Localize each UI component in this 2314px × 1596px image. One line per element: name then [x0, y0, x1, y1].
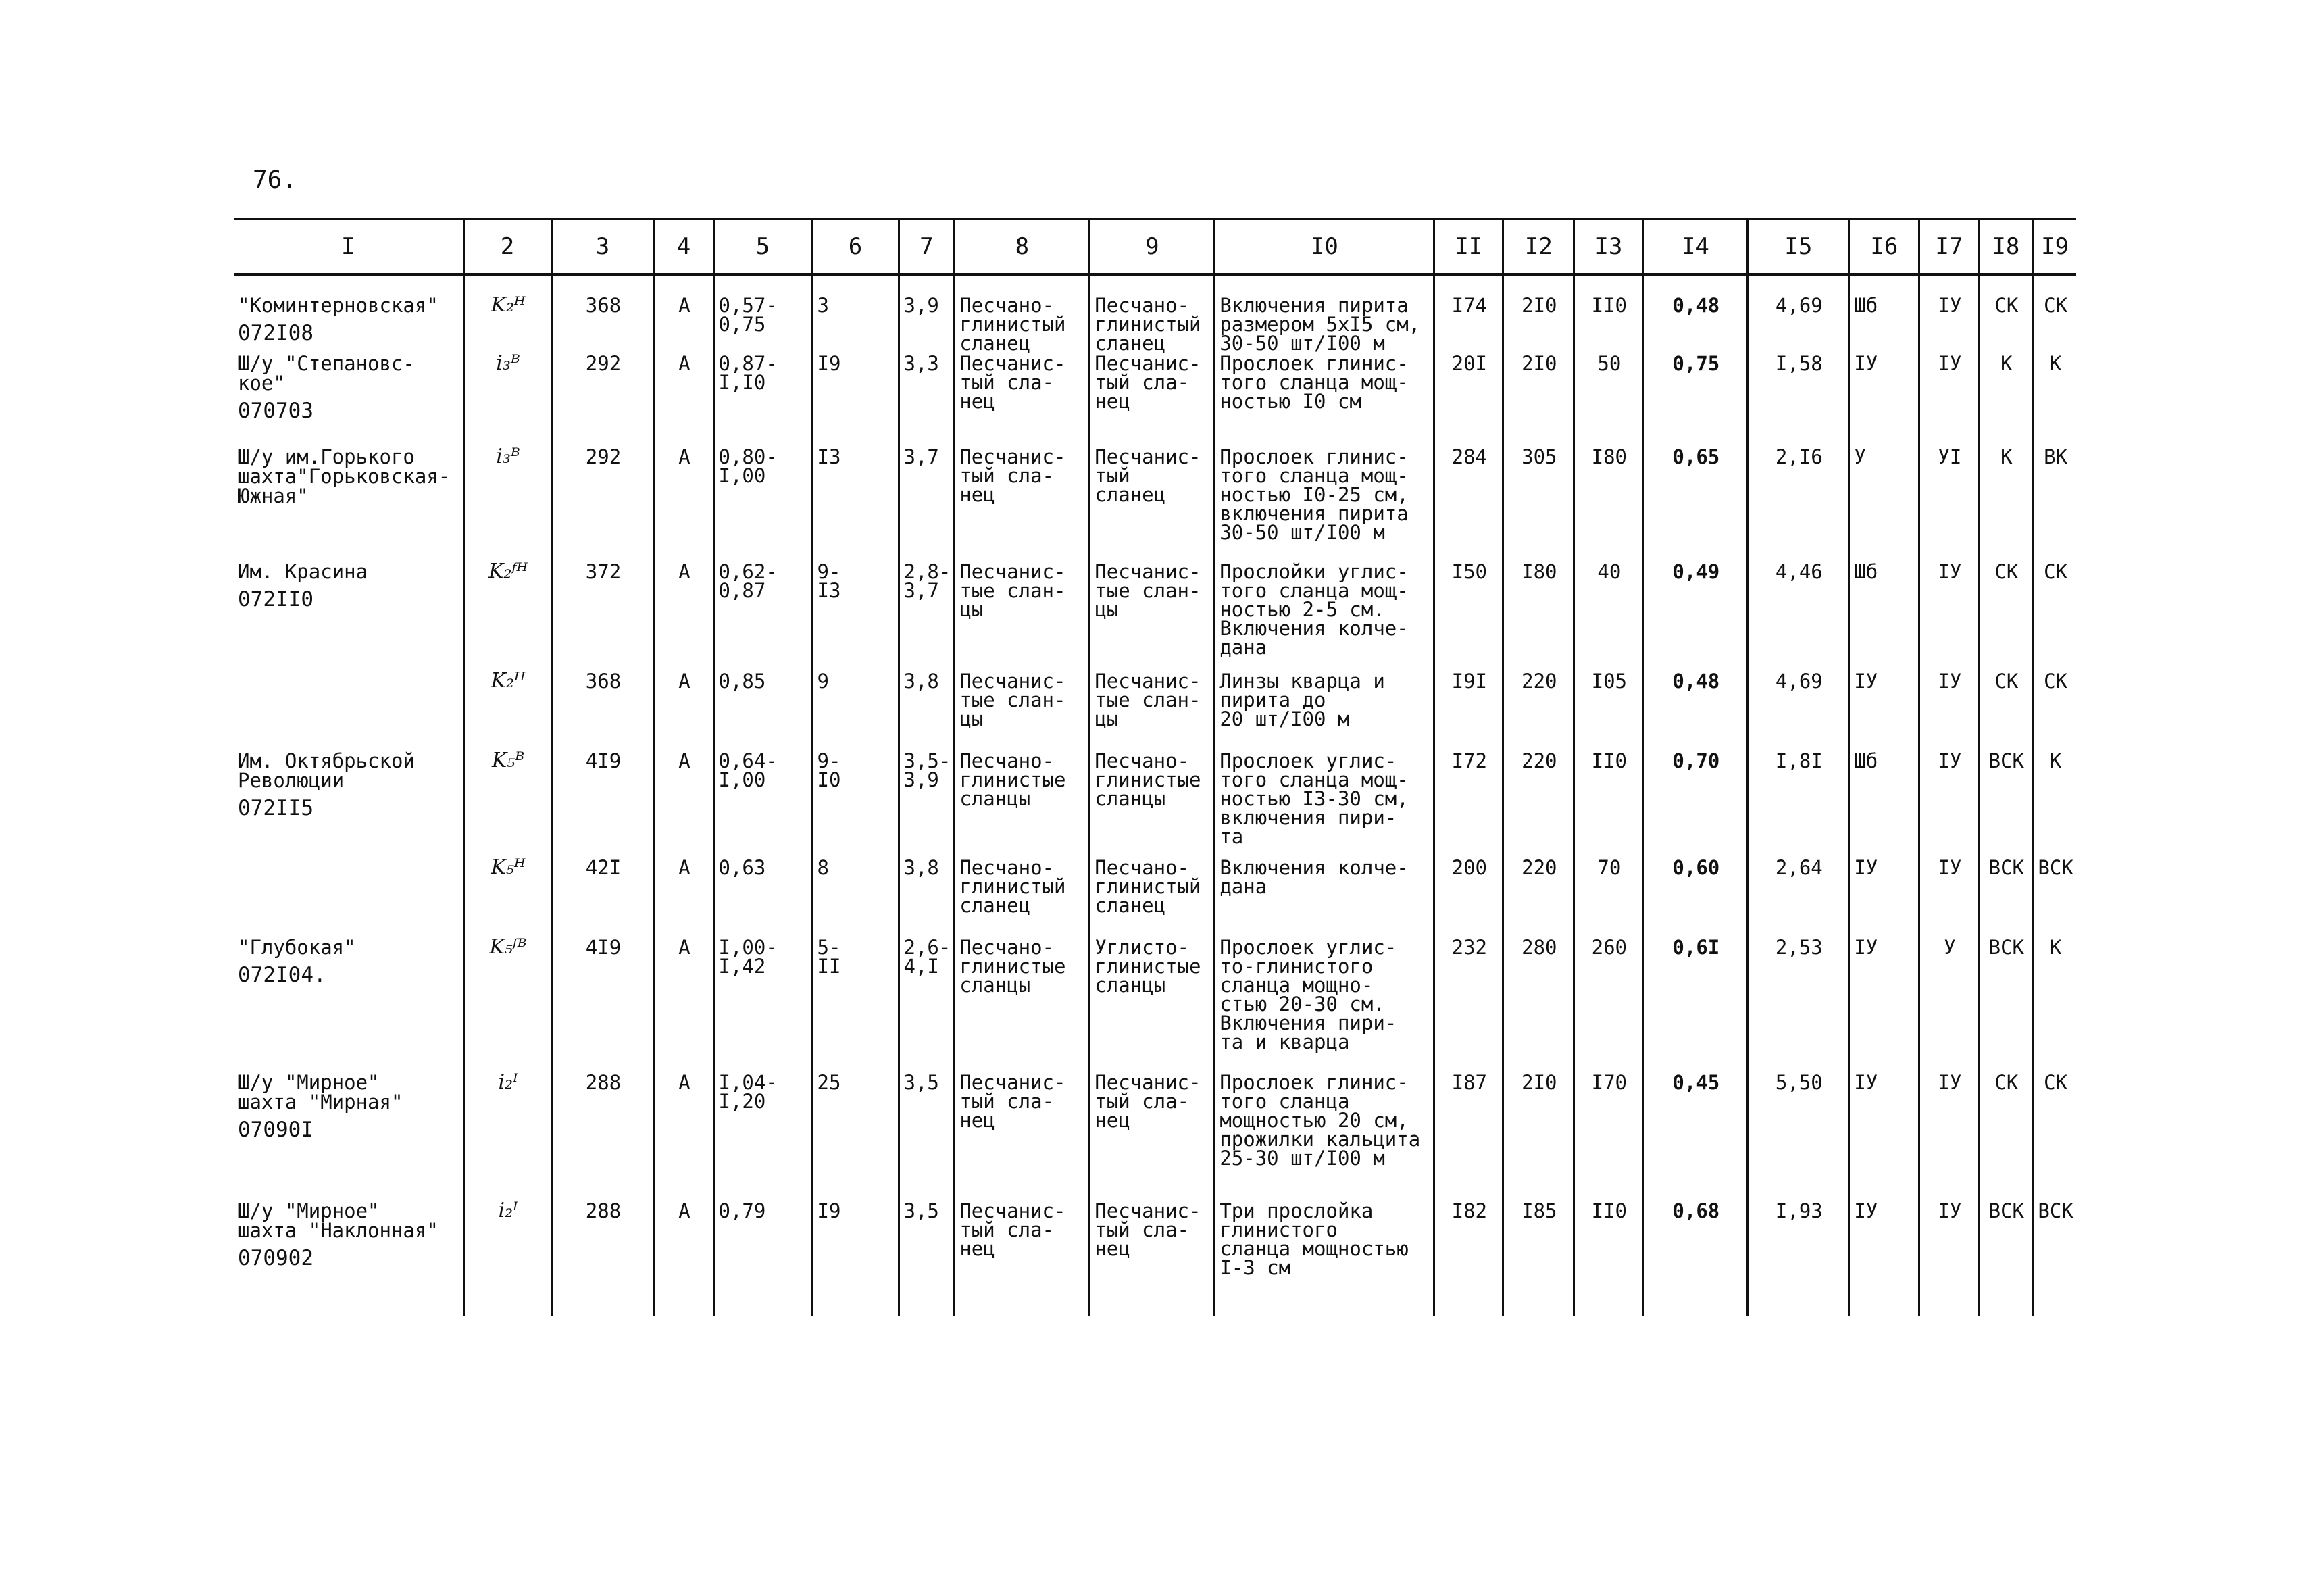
column-header-11: II — [1434, 219, 1503, 274]
cell-col-3: 368 — [551, 672, 654, 751]
cell-col-6: 9- I3 — [812, 562, 899, 672]
cell-col-8: Песчанис- тый сла- нец — [955, 354, 1090, 447]
cell-col-11: 20I — [1434, 354, 1503, 447]
cell-col-5: I,04- I,20 — [713, 1073, 812, 1201]
cell-col-19: СК — [2033, 274, 2076, 354]
table-row — [234, 1073, 2076, 1201]
cell-col-16: IУ — [1849, 1201, 1919, 1316]
cell-col-16: IУ — [1849, 858, 1919, 938]
cell-col-4: А — [654, 1201, 713, 1316]
table-row — [234, 1201, 2076, 1316]
cell-col-4: А — [654, 672, 713, 751]
cell-col-10: Прослоек глинис- того сланца мощ- ностью I0-25 см, включения пирита 30-50 шт/I00 м — [1215, 447, 1434, 562]
cell-col-7: 3,5 — [899, 1201, 955, 1316]
table-row — [234, 274, 2076, 354]
cell-col-6: 5- II — [812, 938, 899, 1073]
cell-col-17: IУ — [1919, 858, 1979, 938]
cell-col-14: 0,68 — [1643, 1201, 1748, 1316]
table-row — [234, 751, 2076, 858]
table-row — [234, 672, 2076, 751]
cell-col-13: II0 — [1574, 751, 1643, 858]
mine-name: Ш/у "Степановс- кое" — [238, 354, 415, 395]
cell-col-9: Песчанис- тый сланец — [1090, 447, 1215, 562]
cell-col-17: У — [1919, 938, 1979, 1073]
mine-code: 072I08 — [238, 321, 313, 345]
cell-col-8: Песчано- глинистые сланцы — [955, 938, 1090, 1073]
cell-col-2: K₂ᴴ — [463, 672, 551, 751]
cell-col-9: Песчанис- тый сла- нец — [1090, 1201, 1215, 1316]
cell-col-4: А — [654, 274, 713, 354]
cell-col-12: I80 — [1503, 562, 1574, 672]
cell-col-7: 3,7 — [899, 447, 955, 562]
cell-col-13: 260 — [1574, 938, 1643, 1073]
cell-col-6: I9 — [812, 354, 899, 447]
cell-col-14: 0,48 — [1643, 274, 1748, 354]
cell-col-3: 372 — [551, 562, 654, 672]
cell-col-4: А — [654, 751, 713, 858]
cell-col-5: 0,80- I,00 — [713, 447, 812, 562]
header-row — [234, 219, 2076, 274]
column-header-3: 3 — [551, 219, 654, 274]
cell-col-17: IУ — [1919, 274, 1979, 354]
mine-name: "Глубокая" — [238, 938, 356, 959]
cell-col-8: Песчанис- тый сла- нец — [955, 447, 1090, 562]
cell-col-8: Песчанис- тые слан- цы — [955, 672, 1090, 751]
cell-col-12: 220 — [1503, 751, 1574, 858]
cell-col-15: 4,46 — [1748, 562, 1849, 672]
cell-col-7: 3,5 — [899, 1073, 955, 1201]
cell-col-16: Шб — [1849, 562, 1919, 672]
cell-col-8: Песчано- глинистые сланцы — [955, 751, 1090, 858]
cell-col-14: 0,75 — [1643, 354, 1748, 447]
cell-col-6: I9 — [812, 1201, 899, 1316]
column-header-16: I6 — [1849, 219, 1919, 274]
cell-col-12: I85 — [1503, 1201, 1574, 1316]
mine-code: 072II0 — [238, 587, 313, 612]
cell-col-6: I3 — [812, 447, 899, 562]
cell-col-6: 3 — [812, 274, 899, 354]
cell-col-14: 0,45 — [1643, 1073, 1748, 1201]
cell-col-9: Песчано- глинистый сланец — [1090, 858, 1215, 938]
mine-name-cell — [234, 938, 463, 1073]
column-header-2: 2 — [463, 219, 551, 274]
cell-col-2: i₃ᴮ — [463, 447, 551, 562]
cell-col-7: 2,6- 4,I — [899, 938, 955, 1073]
cell-col-2: K₂ᴴ — [463, 274, 551, 354]
column-header-5: 5 — [713, 219, 812, 274]
cell-col-8: Песчанис- тый сла- нец — [955, 1073, 1090, 1201]
cell-col-13: II0 — [1574, 1201, 1643, 1316]
cell-col-9: Углисто- глинистые сланцы — [1090, 938, 1215, 1073]
cell-col-18: ВСК — [1979, 751, 2033, 858]
mine-code: 072I04. — [238, 963, 326, 987]
cell-col-11: 232 — [1434, 938, 1503, 1073]
cell-col-11: 284 — [1434, 447, 1503, 562]
mine-name-cell — [234, 858, 463, 938]
mine-name-cell — [234, 562, 463, 672]
cell-col-4: А — [654, 447, 713, 562]
mine-name-cell — [234, 274, 463, 354]
cell-col-5: 0,62- 0,87 — [713, 562, 812, 672]
cell-col-2: i₃ᴮ — [463, 354, 551, 447]
cell-col-5: 0,57- 0,75 — [713, 274, 812, 354]
cell-col-13: I05 — [1574, 672, 1643, 751]
cell-col-4: А — [654, 858, 713, 938]
page-number: 76. — [253, 166, 297, 194]
cell-col-7: 3,9 — [899, 274, 955, 354]
cell-col-9: Песчанис- тые слан- цы — [1090, 672, 1215, 751]
cell-col-3: 288 — [551, 1073, 654, 1201]
column-header-14: I4 — [1643, 219, 1748, 274]
column-header-7: 7 — [899, 219, 955, 274]
cell-col-4: А — [654, 562, 713, 672]
cell-col-11: I50 — [1434, 562, 1503, 672]
cell-col-9: Песчано- глинистый сланец — [1090, 274, 1215, 354]
mine-name: Ш/у им.Горького шахта"Горьковская- Южная" — [238, 447, 451, 507]
cell-col-5: 0,79 — [713, 1201, 812, 1316]
cell-col-10: Прослоек углис- то-глинистого сланца мощно- стью 20-30 см. Включения пири- та и кварца — [1215, 938, 1434, 1073]
cell-col-10: Включения пирита размером 5хI5 см, 30-50 шт/I00 м — [1215, 274, 1434, 354]
cell-col-12: 280 — [1503, 938, 1574, 1073]
cell-col-9: Песчано- глинистые сланцы — [1090, 751, 1215, 858]
cell-col-3: 288 — [551, 1201, 654, 1316]
cell-col-3: 42I — [551, 858, 654, 938]
mine-name-cell — [234, 354, 463, 447]
cell-col-11: I9I — [1434, 672, 1503, 751]
column-header-8: 8 — [955, 219, 1090, 274]
cell-col-19: ВСК — [2033, 1201, 2076, 1316]
cell-col-5: 0,87- I,I0 — [713, 354, 812, 447]
cell-col-12: 2I0 — [1503, 354, 1574, 447]
cell-col-11: I82 — [1434, 1201, 1503, 1316]
cell-col-2: K₅ᶠᴮ — [463, 938, 551, 1073]
cell-col-7: 2,8- 3,7 — [899, 562, 955, 672]
cell-col-5: I,00- I,42 — [713, 938, 812, 1073]
cell-col-16: Шб — [1849, 274, 1919, 354]
column-header-17: I7 — [1919, 219, 1979, 274]
cell-col-16: Шб — [1849, 751, 1919, 858]
cell-col-5: 0,85 — [713, 672, 812, 751]
column-header-10: I0 — [1215, 219, 1434, 274]
mine-code: 070703 — [238, 399, 313, 423]
cell-col-7: 3,3 — [899, 354, 955, 447]
table-row — [234, 858, 2076, 938]
cell-col-19: К — [2033, 751, 2076, 858]
cell-col-5: 0,63 — [713, 858, 812, 938]
cell-col-13: 70 — [1574, 858, 1643, 938]
cell-col-17: IУ — [1919, 751, 1979, 858]
cell-col-10: Прослоек углис- того сланца мощ- ностью I3-30 см, включения пири- та — [1215, 751, 1434, 858]
cell-col-10: Включения колче- дана — [1215, 858, 1434, 938]
cell-col-2: i₂ᴵ — [463, 1201, 551, 1316]
cell-col-10: Три прослойка глинистого сланца мощностью I-3 см — [1215, 1201, 1434, 1316]
cell-col-18: СК — [1979, 1073, 2033, 1201]
cell-col-14: 0,65 — [1643, 447, 1748, 562]
column-header-19: I9 — [2033, 219, 2076, 274]
column-header-18: I8 — [1979, 219, 2033, 274]
cell-col-15: 2,64 — [1748, 858, 1849, 938]
cell-col-7: 3,5- 3,9 — [899, 751, 955, 858]
cell-col-10: Прослоек глинис- того сланца мощ- ностью I0 см — [1215, 354, 1434, 447]
cell-col-4: А — [654, 938, 713, 1073]
cell-col-17: УI — [1919, 447, 1979, 562]
cell-col-15: I,8I — [1748, 751, 1849, 858]
cell-col-13: 40 — [1574, 562, 1643, 672]
cell-col-12: 220 — [1503, 858, 1574, 938]
cell-col-15: 4,69 — [1748, 672, 1849, 751]
cell-col-17: IУ — [1919, 1073, 1979, 1201]
cell-col-7: 3,8 — [899, 672, 955, 751]
cell-col-15: I,58 — [1748, 354, 1849, 447]
cell-col-9: Песчанис- тые слан- цы — [1090, 562, 1215, 672]
cell-col-13: II0 — [1574, 274, 1643, 354]
cell-col-3: 292 — [551, 354, 654, 447]
cell-col-16: IУ — [1849, 672, 1919, 751]
cell-col-11: I87 — [1434, 1073, 1503, 1201]
table-row — [234, 447, 2076, 562]
cell-col-13: 50 — [1574, 354, 1643, 447]
mine-name: Им. Красина — [238, 562, 368, 583]
cell-col-3: 292 — [551, 447, 654, 562]
column-header-15: I5 — [1748, 219, 1849, 274]
mine-name-cell — [234, 447, 463, 562]
cell-col-17: IУ — [1919, 1201, 1979, 1316]
cell-col-7: 3,8 — [899, 858, 955, 938]
cell-col-18: К — [1979, 354, 2033, 447]
cell-col-12: 2I0 — [1503, 1073, 1574, 1201]
cell-col-13: I80 — [1574, 447, 1643, 562]
cell-col-19: СК — [2033, 1073, 2076, 1201]
cell-col-18: ВСК — [1979, 938, 2033, 1073]
cell-col-4: А — [654, 1073, 713, 1201]
column-header-9: 9 — [1090, 219, 1215, 274]
cell-col-14: 0,48 — [1643, 672, 1748, 751]
cell-col-18: К — [1979, 447, 2033, 562]
cell-col-3: 368 — [551, 274, 654, 354]
cell-col-6: 9 — [812, 672, 899, 751]
cell-col-2: K₅ᴴ — [463, 858, 551, 938]
cell-col-13: I70 — [1574, 1073, 1643, 1201]
cell-col-8: Песчанис- тый сла- нец — [955, 1201, 1090, 1316]
mine-name-cell — [234, 1201, 463, 1316]
column-header-1: I — [234, 219, 463, 274]
mine-code: 072II5 — [238, 796, 313, 820]
column-header-12: I2 — [1503, 219, 1574, 274]
cell-col-19: ВК — [2033, 447, 2076, 562]
cell-col-15: I,93 — [1748, 1201, 1849, 1316]
cell-col-19: ВСК — [2033, 858, 2076, 938]
cell-col-2: K₅ᴮ — [463, 751, 551, 858]
cell-col-18: СК — [1979, 274, 2033, 354]
cell-col-15: 5,50 — [1748, 1073, 1849, 1201]
cell-col-15: 2,53 — [1748, 938, 1849, 1073]
cell-col-12: 220 — [1503, 672, 1574, 751]
cell-col-19: СК — [2033, 562, 2076, 672]
mine-name: Ш/у "Мирное" шахта "Мирная" — [238, 1073, 403, 1114]
cell-col-18: ВСК — [1979, 858, 2033, 938]
data-table — [234, 218, 2076, 1316]
cell-col-19: СК — [2033, 672, 2076, 751]
cell-col-8: Песчано- глинистый сланец — [955, 858, 1090, 938]
cell-col-9: Песчанис- тый сла- нец — [1090, 1073, 1215, 1201]
cell-col-14: 0,60 — [1643, 858, 1748, 938]
cell-col-2: K₂ᶠᴴ — [463, 562, 551, 672]
cell-col-6: 25 — [812, 1073, 899, 1201]
mine-name: Ш/у "Мирное" шахта "Наклонная" — [238, 1201, 438, 1242]
table-row — [234, 938, 2076, 1073]
mine-name-cell — [234, 672, 463, 751]
cell-col-14: 0,6I — [1643, 938, 1748, 1073]
cell-col-9: Песчанис- тый сла- нец — [1090, 354, 1215, 447]
cell-col-8: Песчано- глинистый сланец — [955, 274, 1090, 354]
cell-col-10: Линзы кварца и пирита до 20 шт/I00 м — [1215, 672, 1434, 751]
cell-col-17: IУ — [1919, 562, 1979, 672]
mine-name-cell — [234, 751, 463, 858]
table-row — [234, 562, 2076, 672]
cell-col-11: I72 — [1434, 751, 1503, 858]
cell-col-14: 0,49 — [1643, 562, 1748, 672]
cell-col-16: У — [1849, 447, 1919, 562]
cell-col-6: 9- I0 — [812, 751, 899, 858]
cell-col-16: IУ — [1849, 938, 1919, 1073]
column-header-13: I3 — [1574, 219, 1643, 274]
cell-col-16: IУ — [1849, 1073, 1919, 1201]
cell-col-10: Прослоек глинис- того сланца мощностью 20 см, прожилки кальцита 25-30 шт/I00 м — [1215, 1073, 1434, 1201]
cell-col-10: Прослойки углис- того сланца мощ- ностью 2-5 см. Включения колче- дана — [1215, 562, 1434, 672]
mine-name-cell — [234, 1073, 463, 1201]
cell-col-2: i₂ᴵ — [463, 1073, 551, 1201]
cell-col-14: 0,70 — [1643, 751, 1748, 858]
cell-col-5: 0,64- I,00 — [713, 751, 812, 858]
cell-col-11: 200 — [1434, 858, 1503, 938]
column-header-6: 6 — [812, 219, 899, 274]
mine-code: 07090I — [238, 1118, 313, 1142]
mine-name: Им. Октябрьской Революции — [238, 751, 415, 792]
cell-col-16: IУ — [1849, 354, 1919, 447]
cell-col-8: Песчанис- тые слан- цы — [955, 562, 1090, 672]
cell-col-12: 2I0 — [1503, 274, 1574, 354]
cell-col-12: 305 — [1503, 447, 1574, 562]
cell-col-15: 4,69 — [1748, 274, 1849, 354]
cell-col-11: I74 — [1434, 274, 1503, 354]
cell-col-18: ВСК — [1979, 1201, 2033, 1316]
cell-col-19: К — [2033, 938, 2076, 1073]
cell-col-6: 8 — [812, 858, 899, 938]
cell-col-19: К — [2033, 354, 2076, 447]
mine-name: "Коминтерновская" — [238, 294, 438, 317]
cell-col-15: 2,I6 — [1748, 447, 1849, 562]
cell-col-18: СК — [1979, 562, 2033, 672]
cell-col-3: 4I9 — [551, 751, 654, 858]
cell-col-17: IУ — [1919, 354, 1979, 447]
cell-col-3: 4I9 — [551, 938, 654, 1073]
table-row — [234, 354, 2076, 447]
cell-col-17: IУ — [1919, 672, 1979, 751]
cell-col-4: А — [654, 354, 713, 447]
column-header-4: 4 — [654, 219, 713, 274]
cell-col-18: СК — [1979, 672, 2033, 751]
mine-code: 070902 — [238, 1246, 313, 1270]
